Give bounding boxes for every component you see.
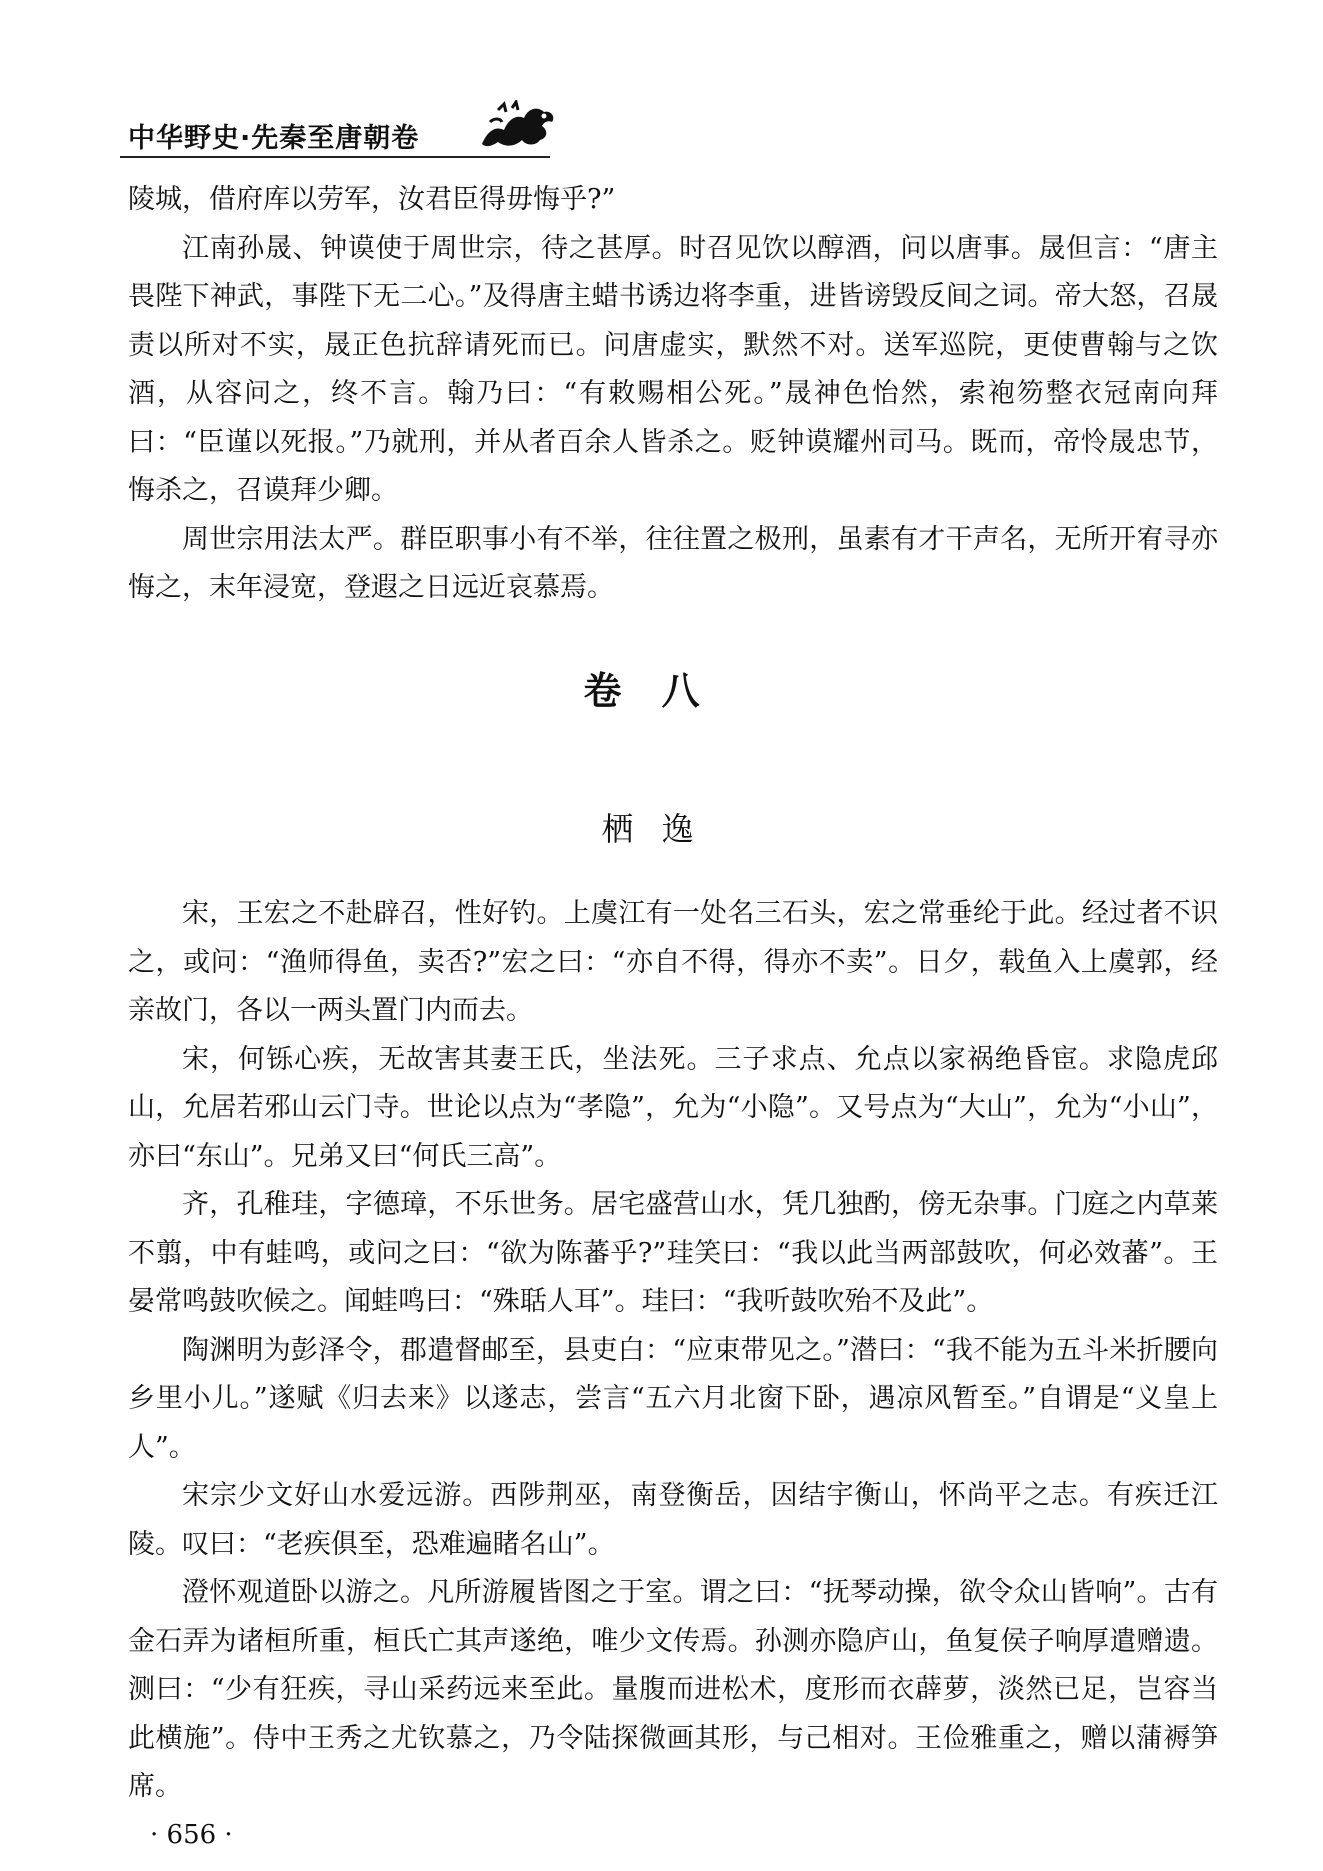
section-title: 栖逸: [601, 810, 722, 848]
dragon-logo-icon: [478, 100, 558, 152]
page-number: · 656 ·: [150, 1820, 233, 1850]
paragraph: 宋，何铄心疾，无故害其妻王氏，坐法死。三子求点、允点以家祸绝昏宦。求隐虎邱山，允居若邪山云门寺。世论以点为“孝隐”，允为“小隐”。又号点为“大山”，允为“小山”，亦曰“东山”。兄弟又曰“何氏三高”。: [128, 1043, 1218, 1172]
paragraph: 陵城，借府库以劳军，汝君臣得毋悔乎?”: [128, 184, 616, 215]
paragraph: 江南孙晟、钟谟使于周世宗，待之甚厚。时召见饮以醇酒，问以唐事。晟但言：“唐主畏陛下神武，事陛下无二心。”及得唐主蜡书诱边将李重，进皆谤毁反间之词。帝大怒，召晟责以所对不实，晟正色抗辞请死而已。问唐虚实，默然不对。送军巡院，更使曹翰与之饮酒，从容问之，终不言。翰乃曰：“有敕赐相公死。”晟神色怡然，索袍笏整衣冠南向拜曰：“臣谨以死报。”乃就刑，并从者百余人皆杀之。贬钟谟耀州司马。既而，帝怜晟忠节，悔杀之，召谟拜少卿。: [128, 232, 1218, 506]
chapter-title: 卷八: [583, 669, 740, 713]
paragraph: 澄怀观道卧以游之。凡所游履皆图之于室。谓之曰：“抚琴动操，欲令众山皆响”。古有金石弄为诸桓所重，桓氏亡其声遂绝，唯少文传焉。孙测亦隐庐山，鱼复侯子响厚遣赠遗。测曰：“少有狂疾，寻山采药远来至此。量腹而进松术，度形而衣薜萝，淡然已足，岂容当此横施”。侍中王秀之尤钦慕之，乃令陆探微画其形，与己相对。王俭雅重之，赠以蒲褥笋席。: [128, 1577, 1218, 1802]
paragraph: 宋宗少文好山水爱远游。西陟荆巫，南登衡岳，因结宇衡山，怀尚平之志。有疾迁江陵。叹曰：“老疾俱至，恐难遍睹名山”。: [128, 1480, 1218, 1560]
paragraph: 齐，孔稚珪，字德璋，不乐世务。居宅盛营山水，凭几独酌，傍无杂事。门庭之内草莱不翦，中有蛙鸣，或问之曰：“欲为陈蕃乎?”珪笑曰：“我以此当两部鼓吹，何必效蕃”。王晏常鸣鼓吹候之。闻蛙鸣曰：“殊聒人耳”。珪曰：“我听鼓吹殆不及此”。: [128, 1189, 1218, 1317]
paragraph: 宋，王宏之不赴辟召，性好钓。上虞江有一处名三石头，宏之常垂纶于此。经过者不识之，或问：“渔师得鱼，卖否?”宏之曰：“亦自不得，得亦不卖”。日夕，载鱼入上虞郭，经亲故门，各以一两头置门内而去。: [128, 898, 1218, 1026]
paragraph: 周世宗用法太严。群臣职事小有不举，往往置之极刑，虽素有才干声名，无所开宥寻亦悔之，末年浸宽，登遐之日远近哀慕焉。: [128, 523, 1218, 603]
book-title: 中华野史·先秦至唐朝卷: [128, 123, 420, 154]
top-text-block: [128, 176, 1218, 613]
bottom-text-block: [128, 890, 1218, 1812]
running-header: [120, 100, 550, 160]
header-rule: [120, 156, 550, 158]
paragraph: 陶渊明为彭泽令，郡遣督邮至，县吏白：“应束带见之。”潜曰：“我不能为五斗米折腰向乡里小儿。”遂赋《归去来》以遂志，尝言“五六月北窗下卧，遇凉风暂至。”自谓是“义皇上人”。: [128, 1334, 1218, 1463]
